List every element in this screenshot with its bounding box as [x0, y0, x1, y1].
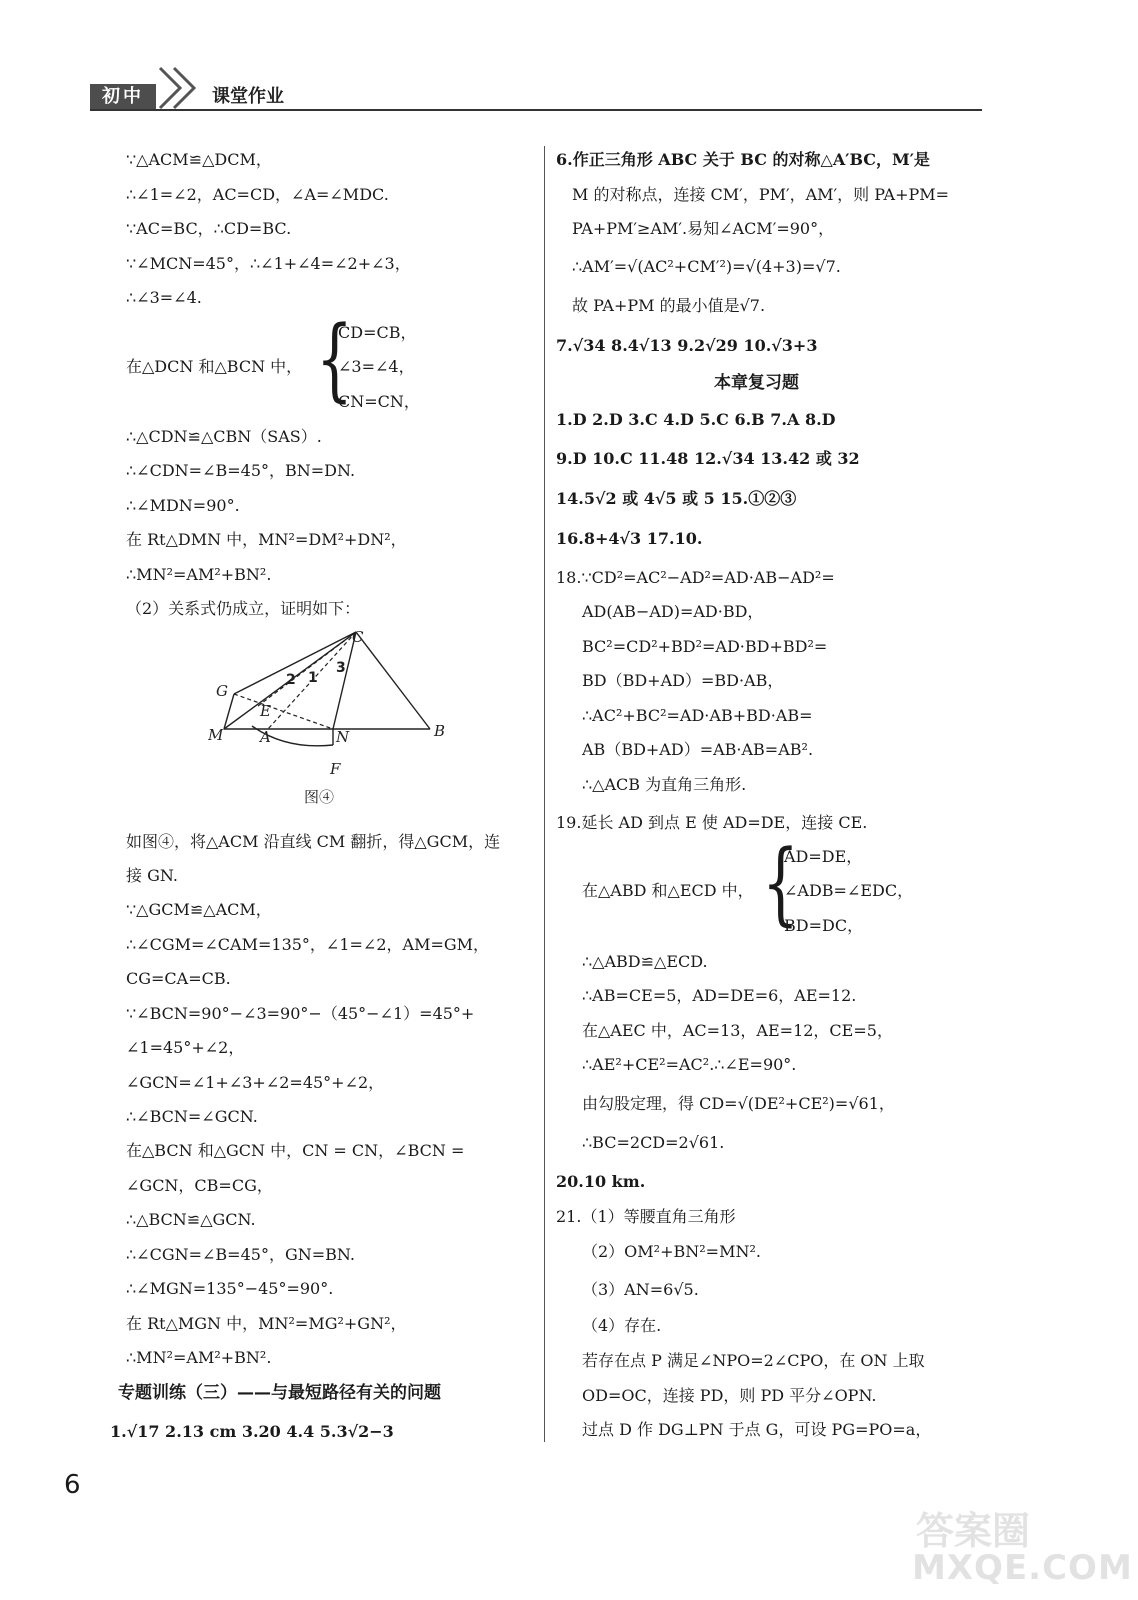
- text-line: ∠GCN，CB=CG，: [126, 1176, 273, 1195]
- brace-line: ∠ADB=∠EDC，: [784, 881, 914, 900]
- angle-label-1: 1: [308, 670, 318, 686]
- answer-line: 14.5√2 或 4√5 或 5 15.①②③: [556, 489, 797, 508]
- angle-label-3: 3: [336, 660, 346, 676]
- figure-caption: 图④: [304, 788, 335, 806]
- text-line: AB（BD+AD）=AB·AB=AB².: [582, 740, 814, 759]
- answer-line: 1.√17 2.13 cm 3.20 4.4 5.3√2−3: [110, 1422, 394, 1441]
- geometry-figure: [208, 628, 448, 808]
- text-line: 21.（1）等腰直角三角形: [556, 1207, 736, 1226]
- text-line: 接 GN.: [126, 866, 178, 885]
- answer-line: 9.D 10.C 11.48 12.√34 13.42 或 32: [556, 449, 860, 468]
- answer-line: 1.D 2.D 3.C 4.D 5.C 6.B 7.A 8.D: [556, 410, 836, 429]
- text-line: BC²=CD²+BD²=AD·BD+BD²=: [582, 637, 828, 656]
- left-brace-icon: {: [762, 830, 799, 936]
- text-line: ∴AC²+BC²=AD·AB+BD·AB=: [582, 706, 813, 725]
- text-line: 在 Rt△DMN 中，MN²=DM²+DN²，: [126, 530, 407, 549]
- answer-line: 16.8+4√3 17.10.: [556, 529, 703, 548]
- text-line: OD=OC，连接 PD，则 PD 平分∠OPN.: [582, 1386, 877, 1405]
- text-line: ∴MN²=AM²+BN².: [126, 565, 272, 584]
- double-chevron-icon: [154, 64, 214, 110]
- brace-line: BD=DC，: [784, 916, 864, 935]
- angle-label-2: 2: [286, 672, 296, 688]
- brace-lead: 在△DCN 和△BCN 中，: [126, 357, 303, 376]
- text-line: 如图④，将△ACM 沿直线 CM 翻折，得△GCM，连: [126, 832, 501, 851]
- header-tab: 初中: [90, 84, 156, 110]
- brace-line: ∠3=∠4，: [338, 357, 415, 376]
- answer-line: 20.10 km.: [556, 1172, 646, 1191]
- text-line: ∵AC=BC，∴CD=BC.: [126, 219, 292, 238]
- text-line: ∴△ACB 为直角三角形.: [582, 775, 747, 794]
- text-line: PA+PM′≥AM′.易知∠ACM′=90°，: [572, 219, 835, 238]
- text-line: ∴∠MGN=135°−45°=90°.: [126, 1279, 334, 1298]
- brace-line: AD=DE，: [784, 847, 863, 866]
- column-divider: [544, 146, 545, 1442]
- label-G: G: [216, 682, 228, 700]
- text-line: ∴MN²=AM²+BN².: [126, 1348, 272, 1367]
- text-line: 6.作正三角形 ABC 关于 BC 的对称△A′BC，M′是: [556, 150, 930, 169]
- segment-CB: [356, 632, 430, 729]
- text-line: ∴∠CGN=∠B=45°，GN=BN.: [126, 1245, 355, 1264]
- label-E: E: [260, 702, 271, 720]
- section-heading: 专题训练（三）——与最短路径有关的问题: [118, 1383, 441, 1403]
- text-line: ∴△BCN≌△GCN.: [126, 1210, 256, 1229]
- text-line: ∵△ACM≌△DCM，: [126, 150, 272, 169]
- text-line: ∴AE²+CE²=AC².∴∠E=90°.: [582, 1055, 797, 1074]
- page-number: 6: [64, 1470, 81, 1500]
- text-line: 由勾股定理，得 CD=√(DE²+CE²)=√61，: [582, 1094, 895, 1113]
- text-line: （3）AN=6√5.: [582, 1280, 699, 1299]
- text-line: ∴∠CGM=∠CAM=135°，∠1=∠2，AM=GM，: [126, 935, 490, 954]
- watermark-logo: 答案圈: [916, 1509, 1031, 1553]
- text-line: 在△BCN 和△GCN 中，CN = CN，∠BCN =: [126, 1141, 465, 1160]
- text-line: ∴∠3=∠4.: [126, 288, 202, 307]
- text-line: ∴∠1=∠2，AC=CD，∠A=∠MDC.: [126, 185, 389, 204]
- text-line: AD(AB−AD)=AD·BD，: [582, 602, 764, 621]
- text-line: ∵△GCM≌△ACM，: [126, 900, 272, 919]
- text-line: ∴AM′=√(AC²+CM′²)=√(4+3)=√7.: [572, 257, 841, 276]
- text-line: ∠1=45°+∠2，: [126, 1038, 245, 1057]
- text-line: ∴∠MDN=90°.: [126, 496, 240, 515]
- label-M: M: [208, 726, 224, 744]
- label-B: B: [434, 722, 446, 740]
- text-line: （4）存在.: [582, 1316, 662, 1335]
- text-line: （2）OM²+BN²=MN².: [582, 1242, 761, 1261]
- text-line: 18.∵CD²=AC²−AD²=AD·AB−AD²=: [556, 568, 835, 587]
- header-rule: [90, 109, 982, 111]
- text-line: 19.延长 AD 到点 E 使 AD=DE，连接 CE.: [556, 813, 868, 832]
- text-line: ∴△CDN≌△CBN（SAS）.: [126, 427, 322, 446]
- label-A: A: [260, 728, 271, 746]
- watermark: [906, 1500, 1133, 1596]
- watermark-url: MXQE.COM: [912, 1548, 1133, 1588]
- text-line: ∴△ABD≌△ECD.: [582, 952, 708, 971]
- text-line: （2）关系式仍成立，证明如下：: [126, 599, 361, 618]
- section-heading: 本章复习题: [714, 373, 799, 393]
- text-line: CG=CA=CB.: [126, 969, 231, 988]
- text-line: 若存在点 P 满足∠NPO=2∠CPO，在 ON 上取: [582, 1351, 925, 1370]
- text-line: ∵∠BCN=90°−∠3=90°−（45°−∠1）=45°+: [126, 1004, 475, 1023]
- text-line: 在△AEC 中，AC=13，AE=12，CE=5，: [582, 1021, 893, 1040]
- label-C: C: [352, 628, 364, 646]
- text-line: 过点 D 作 DG⊥PN 于点 G，可设 PG=PO=a，: [582, 1420, 932, 1439]
- text-line: ∵∠MCN=45°，∴∠1+∠4=∠2+∠3，: [126, 254, 411, 273]
- header-section-label: 课堂作业: [212, 86, 284, 107]
- answer-line: 7.√34 8.4√13 9.2√29 10.√3+3: [556, 336, 818, 355]
- page-header: [90, 62, 982, 112]
- text-line: ∠GCN=∠1+∠3+∠2=45°+∠2，: [126, 1073, 385, 1092]
- brace-lead: 在△ABD 和△ECD 中，: [582, 881, 754, 900]
- text-line: M 的对称点，连接 CM′，PM′，AM′，则 PA+PM=: [572, 185, 950, 204]
- left-brace-icon: {: [316, 306, 353, 412]
- label-N: N: [336, 728, 350, 746]
- text-line: ∴∠BCN=∠GCN.: [126, 1107, 258, 1126]
- text-line: ∴BC=2CD=2√61.: [582, 1133, 725, 1152]
- text-line: 故 PA+PM 的最小值是√7.: [572, 296, 766, 315]
- label-F: F: [330, 760, 341, 778]
- brace-line: CN=CN，: [338, 392, 420, 411]
- text-line: ∴AB=CE=5，AD=DE=6，AE=12.: [582, 986, 857, 1005]
- text-line: BD（BD+AD）=BD·AB，: [582, 671, 784, 690]
- text-line: 在 Rt△MGN 中，MN²=MG²+GN²，: [126, 1314, 407, 1333]
- text-line: ∴∠CDN=∠B=45°，BN=DN.: [126, 461, 356, 480]
- brace-line: CD=CB，: [338, 323, 417, 342]
